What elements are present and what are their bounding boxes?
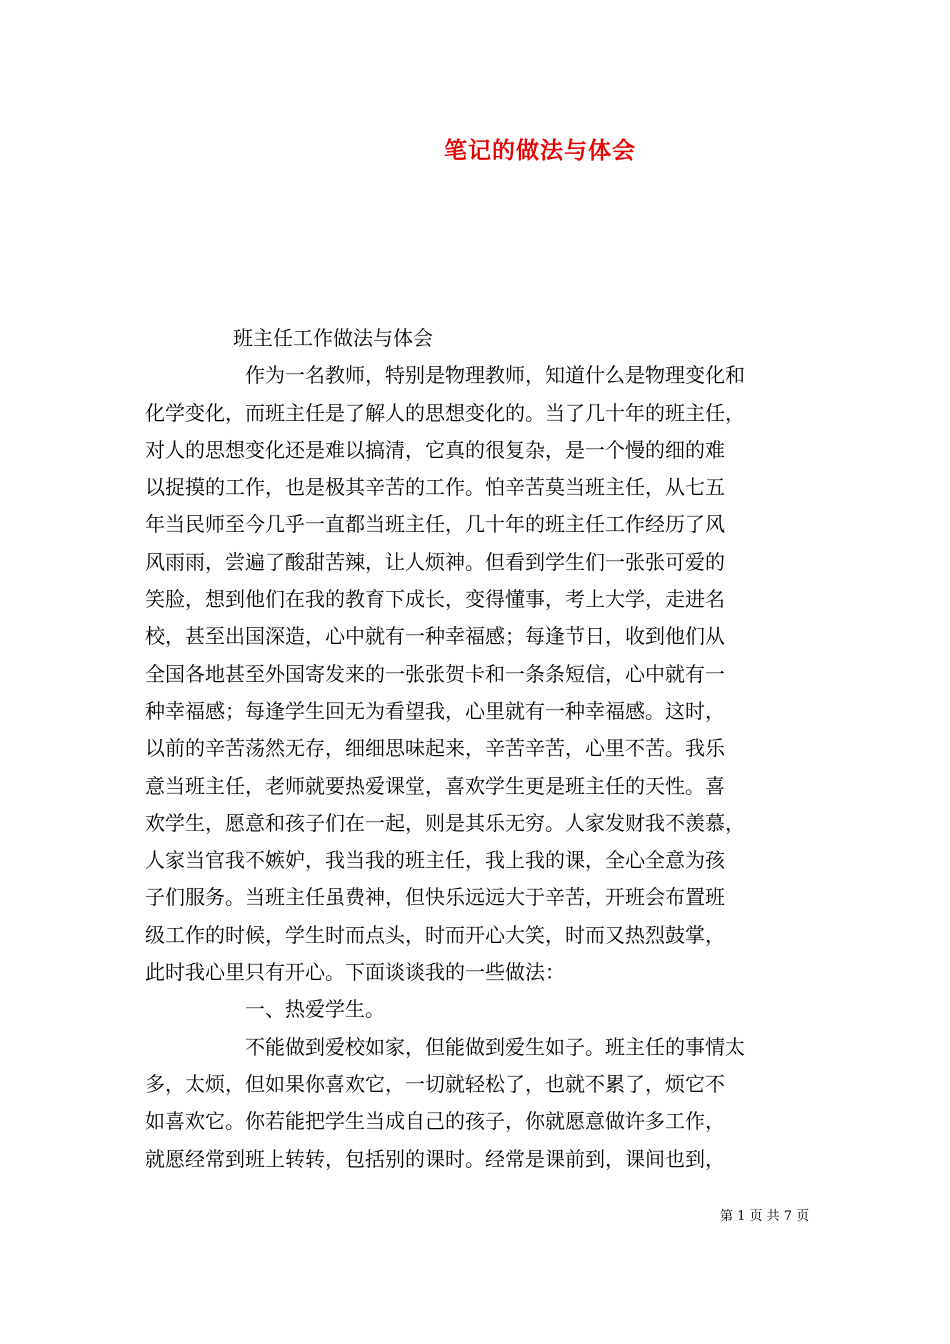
- body-line: 年当民师至今几乎一直都当班主任，几十年的班主任工作经历了风: [145, 512, 725, 537]
- document-title: 笔记的做法与体会: [444, 137, 636, 164]
- body-line: 笑脸，想到他们在我的教育下成长，变得懂事，考上大学，走进名: [145, 587, 725, 612]
- document-body: [145, 320, 815, 1178]
- section-heading: 一、热爱学生。: [245, 997, 385, 1022]
- body-line: 就愿经常到班上转转，包括别的课时。经常是课前到，课间也到，: [145, 1146, 725, 1171]
- body-line: 欢学生，愿意和孩子们在一起，则是其乐无穷。人家发财我不羡慕，: [145, 810, 745, 835]
- body-line: 种幸福感；每逢学生回无为看望我，心里就有一种幸福感。这时，: [145, 698, 725, 723]
- body-line: 对人的思想变化还是难以搞清，它真的很复杂，是一个慢的细的难: [145, 437, 725, 462]
- body-line: 如喜欢它。你若能把学生当成自己的孩子，你就愿意做许多工作，: [145, 1109, 725, 1134]
- body-line: 此时我心里只有开心。下面谈谈我的一些做法：: [145, 960, 565, 985]
- body-line: 人家当官我不嫉妒，我当我的班主任，我上我的课，全心全意为孩: [145, 848, 725, 873]
- body-line: 以前的辛苦荡然无存，细细思味起来，辛苦辛苦，心里不苦。我乐: [145, 736, 725, 761]
- page-number: 第 1 页 共 7 页: [720, 1209, 810, 1224]
- body-line: 子们服务。当班主任虽费神，但快乐远远大于辛苦，开班会布置班: [145, 885, 725, 910]
- body-line: 以捉摸的工作，也是极其辛苦的工作。怕辛苦莫当班主任，从七五: [145, 475, 725, 500]
- document-subtitle: 班主任工作做法与体会: [233, 326, 433, 350]
- body-line: 全国各地甚至外国寄发来的一张张贺卡和一条条短信，心中就有一: [145, 661, 725, 686]
- body-line: 化学变化，而班主任是了解人的思想变化的。当了几十年的班主任，: [145, 400, 745, 425]
- body-line: 作为一名教师，特别是物理教师，知道什么是物理变化和: [245, 363, 745, 388]
- body-line: 风雨雨，尝遍了酸甜苦辣，让人烦神。但看到学生们一张张可爱的: [145, 549, 725, 574]
- body-line: 多，太烦，但如果你喜欢它，一切就轻松了，也就不累了，烦它不: [145, 1071, 725, 1096]
- body-line: 校，甚至出国深造，心中就有一种幸福感；每逢节日，收到他们从: [145, 624, 725, 649]
- body-line: 意当班主任，老师就要热爱课堂，喜欢学生更是班主任的天性。喜: [145, 773, 725, 798]
- body-line: 级工作的时候，学生时而点头，时而开心大笑，时而又热烈鼓掌，: [145, 922, 725, 947]
- body-line: 不能做到爱校如家，但能做到爱生如子。班主任的事情太: [245, 1034, 745, 1059]
